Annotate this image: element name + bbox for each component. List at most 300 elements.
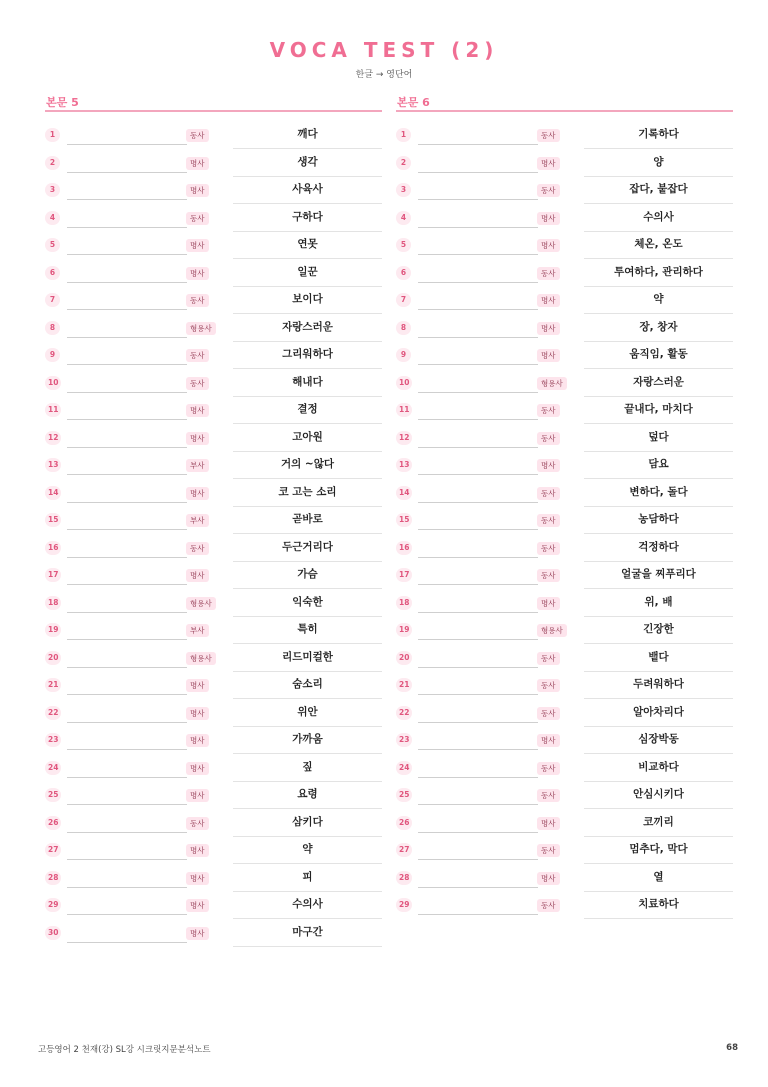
item-number-badge: 16 <box>45 541 61 555</box>
part-of-speech-tag: 명사 <box>186 432 209 445</box>
item-number-badge: 9 <box>396 348 411 362</box>
answer-blank-line <box>418 337 538 338</box>
page-title: VOCA TEST (2) <box>269 38 499 62</box>
row-divider <box>584 561 733 562</box>
part-of-speech-tag: 명사 <box>186 707 209 720</box>
item-number-badge: 24 <box>45 761 61 775</box>
answer-blank-line <box>418 447 538 448</box>
part-of-speech-tag: 동사 <box>186 212 209 225</box>
row-divider <box>584 753 733 754</box>
item-number-badge: 22 <box>396 706 412 720</box>
korean-meaning: 위, 배 <box>644 595 673 608</box>
part-of-speech-tag: 형용사 <box>186 322 216 335</box>
vocab-row <box>396 371 733 399</box>
part-of-speech-tag: 명사 <box>537 157 560 170</box>
answer-blank-line <box>67 227 187 228</box>
item-number-badge: 1 <box>396 128 411 142</box>
row-divider <box>233 946 382 947</box>
page-subtitle: 한글 → 영단어 <box>355 70 413 80</box>
vocab-row <box>45 206 382 234</box>
vocab-row <box>396 123 733 151</box>
part-of-speech-tag: 명사 <box>537 872 560 885</box>
vocab-row <box>45 756 382 784</box>
answer-blank-line <box>418 227 538 228</box>
item-number-badge: 28 <box>396 871 412 885</box>
vocab-row <box>396 426 733 454</box>
part-of-speech-tag: 형용사 <box>186 597 216 610</box>
answer-blank-line <box>418 749 538 750</box>
korean-meaning: 기록하다 <box>638 128 679 140</box>
item-number-badge: 27 <box>396 843 412 857</box>
vocab-row <box>45 371 382 399</box>
row-divider <box>233 176 382 177</box>
item-number-badge: 28 <box>45 871 61 885</box>
korean-meaning: 끝내다, 마치다 <box>624 403 693 415</box>
row-divider <box>584 863 733 864</box>
korean-meaning: 안심시키다 <box>633 788 684 800</box>
answer-blank-line <box>67 749 187 750</box>
answer-blank-line <box>67 474 187 475</box>
part-of-speech-tag: 동사 <box>537 404 560 417</box>
answer-blank-line <box>418 694 538 695</box>
vocab-row <box>45 151 382 179</box>
item-number-badge: 29 <box>45 898 61 912</box>
item-number-badge: 26 <box>396 816 412 830</box>
answer-blank-line <box>418 557 538 558</box>
item-number-badge: 19 <box>45 623 61 637</box>
part-of-speech-tag: 명사 <box>537 459 560 472</box>
row-divider <box>233 918 382 919</box>
item-number-badge: 16 <box>396 541 412 555</box>
answer-blank-line <box>67 199 187 200</box>
vocab-row <box>45 591 382 619</box>
part-of-speech-tag: 동사 <box>537 432 560 445</box>
answer-blank-line <box>418 199 538 200</box>
item-number-badge: 4 <box>396 211 411 225</box>
korean-meaning: 농담하다 <box>638 513 679 525</box>
part-of-speech-tag: 동사 <box>537 762 560 775</box>
row-divider <box>584 643 733 644</box>
section-divider <box>396 110 733 112</box>
item-number-badge: 7 <box>45 293 60 307</box>
vocab-row <box>396 646 733 674</box>
korean-meaning: 잡다, 붙잡다 <box>629 183 688 195</box>
row-divider <box>233 753 382 754</box>
item-number-badge: 17 <box>396 568 412 582</box>
answer-blank-line <box>67 282 187 283</box>
vocab-row <box>396 838 733 866</box>
korean-meaning: 코 고는 소리 <box>278 485 337 498</box>
row-divider <box>584 698 733 699</box>
part-of-speech-tag: 명사 <box>186 569 209 582</box>
answer-blank-line <box>418 144 538 145</box>
row-divider <box>584 423 733 424</box>
korean-meaning: 연못 <box>297 238 318 250</box>
korean-meaning: 두근거리다 <box>282 540 333 553</box>
part-of-speech-tag: 동사 <box>537 487 560 500</box>
korean-meaning: 위안 <box>297 705 318 718</box>
vocab-row <box>396 536 733 564</box>
row-divider <box>584 891 733 892</box>
section-title-right: 본문 6 <box>397 96 430 109</box>
korean-meaning: 자랑스러운 <box>282 320 333 333</box>
item-number-badge: 30 <box>45 926 61 940</box>
korean-meaning: 삼키다 <box>292 815 323 828</box>
part-of-speech-tag: 동사 <box>537 542 560 555</box>
row-divider <box>584 478 733 479</box>
item-number-badge: 18 <box>396 596 412 610</box>
korean-meaning: 심장박동 <box>638 733 679 745</box>
answer-blank-line <box>418 887 538 888</box>
part-of-speech-tag: 동사 <box>537 652 560 665</box>
answer-blank-line <box>67 529 187 530</box>
answer-blank-line <box>418 502 538 503</box>
item-number-badge: 13 <box>45 458 61 472</box>
item-number-badge: 21 <box>396 678 412 692</box>
vocab-row <box>396 618 733 646</box>
answer-blank-line <box>418 529 538 530</box>
korean-meaning: 덮다 <box>648 430 669 443</box>
row-divider <box>584 918 733 919</box>
item-number-badge: 17 <box>45 568 61 582</box>
korean-meaning: 피 <box>302 870 313 883</box>
vocab-row <box>45 508 382 536</box>
answer-blank-line <box>418 832 538 833</box>
item-number-badge: 15 <box>396 513 412 527</box>
item-number-badge: 9 <box>45 348 60 362</box>
korean-meaning: 수의사 <box>292 898 323 910</box>
answer-blank-line <box>67 392 187 393</box>
answer-blank-line <box>418 254 538 255</box>
korean-meaning: 양 <box>653 155 664 168</box>
answer-blank-line <box>67 859 187 860</box>
part-of-speech-tag: 형용사 <box>537 624 567 637</box>
row-divider <box>233 286 382 287</box>
item-number-badge: 20 <box>396 651 412 665</box>
korean-meaning: 그리워하다 <box>282 348 333 360</box>
item-number-badge: 2 <box>45 156 60 170</box>
item-number-badge: 6 <box>396 266 411 280</box>
vocab-row <box>396 398 733 426</box>
korean-meaning: 요령 <box>297 788 318 800</box>
vocab-row <box>45 618 382 646</box>
answer-blank-line <box>67 639 187 640</box>
answer-blank-line <box>418 309 538 310</box>
item-number-badge: 20 <box>45 651 61 665</box>
part-of-speech-tag: 명사 <box>537 212 560 225</box>
item-number-badge: 10 <box>45 376 61 390</box>
korean-meaning: 곧바로 <box>292 513 323 525</box>
korean-meaning: 거의 ~않다 <box>280 458 335 470</box>
answer-blank-line <box>418 584 538 585</box>
item-number-badge: 1 <box>45 128 60 142</box>
row-divider <box>584 176 733 177</box>
item-number-badge: 3 <box>45 183 60 197</box>
korean-meaning: 움직임, 활동 <box>629 348 688 360</box>
row-divider <box>584 203 733 204</box>
part-of-speech-tag: 동사 <box>537 679 560 692</box>
vocab-row <box>45 481 382 509</box>
vocab-row <box>45 343 382 371</box>
section-divider <box>45 110 382 112</box>
korean-meaning: 멈추다, 막다 <box>629 843 688 855</box>
korean-meaning: 약 <box>302 843 313 855</box>
answer-blank-line <box>67 419 187 420</box>
item-number-badge: 14 <box>45 486 61 500</box>
part-of-speech-tag: 명사 <box>537 817 560 830</box>
row-divider <box>584 836 733 837</box>
vocab-row <box>396 288 733 316</box>
part-of-speech-tag: 명사 <box>186 872 209 885</box>
row-divider <box>584 616 733 617</box>
part-of-speech-tag: 명사 <box>537 322 560 335</box>
vocab-row <box>396 591 733 619</box>
row-divider <box>233 533 382 534</box>
answer-blank-line <box>67 832 187 833</box>
vocab-row <box>396 508 733 536</box>
vocab-row <box>396 893 733 921</box>
row-divider <box>233 698 382 699</box>
answer-blank-line <box>67 364 187 365</box>
answer-blank-line <box>67 887 187 888</box>
part-of-speech-tag: 명사 <box>537 734 560 747</box>
part-of-speech-tag: 동사 <box>537 514 560 527</box>
answer-blank-line <box>418 722 538 723</box>
item-number-badge: 10 <box>396 376 412 390</box>
korean-meaning: 열 <box>653 870 664 883</box>
part-of-speech-tag: 명사 <box>537 597 560 610</box>
part-of-speech-tag: 동사 <box>537 184 560 197</box>
vocab-row <box>45 921 382 949</box>
answer-blank-line <box>418 282 538 283</box>
vocab-row <box>396 453 733 481</box>
part-of-speech-tag: 명사 <box>186 184 209 197</box>
part-of-speech-tag: 명사 <box>186 404 209 417</box>
vocab-row <box>45 453 382 481</box>
item-number-badge: 5 <box>45 238 60 252</box>
vocab-row <box>396 233 733 261</box>
item-number-badge: 8 <box>45 321 60 335</box>
answer-blank-line <box>67 942 187 943</box>
answer-blank-line <box>418 667 538 668</box>
item-number-badge: 23 <box>396 733 412 747</box>
answer-blank-line <box>67 804 187 805</box>
korean-meaning: 투여하다, 관리하다 <box>614 265 703 278</box>
item-number-badge: 24 <box>396 761 412 775</box>
part-of-speech-tag: 명사 <box>186 927 209 940</box>
vocab-row <box>45 728 382 756</box>
answer-blank-line <box>67 447 187 448</box>
answer-blank-line <box>67 694 187 695</box>
vocab-row <box>45 893 382 921</box>
vocab-row <box>45 811 382 839</box>
row-divider <box>233 478 382 479</box>
item-number-badge: 25 <box>396 788 412 802</box>
row-divider <box>233 616 382 617</box>
part-of-speech-tag: 명사 <box>186 679 209 692</box>
answer-blank-line <box>67 584 187 585</box>
answer-blank-line <box>418 392 538 393</box>
row-divider <box>233 726 382 727</box>
answer-blank-line <box>418 364 538 365</box>
vocab-row <box>396 481 733 509</box>
answer-blank-line <box>418 777 538 778</box>
korean-meaning: 고아원 <box>292 430 323 443</box>
korean-meaning: 특히 <box>297 623 318 635</box>
row-divider <box>233 451 382 452</box>
page-header <box>0 38 768 80</box>
row-divider <box>584 671 733 672</box>
row-divider <box>233 836 382 837</box>
vocab-row <box>45 701 382 729</box>
vocab-row <box>396 728 733 756</box>
row-divider <box>584 396 733 397</box>
item-number-badge: 3 <box>396 183 411 197</box>
part-of-speech-tag: 동사 <box>537 129 560 142</box>
korean-meaning: 수의사 <box>643 210 674 223</box>
vocab-row <box>396 783 733 811</box>
vocab-row <box>396 261 733 289</box>
vocab-row <box>396 701 733 729</box>
row-divider <box>233 313 382 314</box>
part-of-speech-tag: 동사 <box>186 294 209 307</box>
row-divider <box>233 588 382 589</box>
vocab-row <box>396 756 733 784</box>
korean-meaning: 익숙한 <box>292 595 323 608</box>
answer-blank-line <box>67 777 187 778</box>
vocab-row <box>45 838 382 866</box>
vocab-row <box>396 316 733 344</box>
item-number-badge: 11 <box>396 403 412 417</box>
korean-meaning: 리드미컬한 <box>282 650 333 663</box>
part-of-speech-tag: 명사 <box>186 762 209 775</box>
row-divider <box>233 341 382 342</box>
answer-blank-line <box>67 172 187 173</box>
vocab-row <box>45 316 382 344</box>
korean-meaning: 걱정하다 <box>638 540 679 553</box>
answer-blank-line <box>418 639 538 640</box>
row-divider <box>584 313 733 314</box>
part-of-speech-tag: 명사 <box>186 734 209 747</box>
row-divider <box>233 781 382 782</box>
row-divider <box>233 808 382 809</box>
part-of-speech-tag: 동사 <box>537 789 560 802</box>
row-divider <box>233 423 382 424</box>
korean-meaning: 보이다 <box>292 293 323 305</box>
row-divider <box>584 808 733 809</box>
answer-blank-line <box>67 309 187 310</box>
answer-blank-line <box>67 144 187 145</box>
part-of-speech-tag: 형용사 <box>537 377 567 390</box>
korean-meaning: 구하다 <box>292 210 323 223</box>
section-left <box>45 95 382 948</box>
part-of-speech-tag: 동사 <box>186 377 209 390</box>
part-of-speech-tag: 동사 <box>537 899 560 912</box>
vocab-row <box>396 866 733 894</box>
korean-meaning: 생각 <box>297 155 318 168</box>
row-divider <box>584 451 733 452</box>
row-divider <box>233 231 382 232</box>
vocab-row <box>45 646 382 674</box>
korean-meaning: 해내다 <box>292 375 323 388</box>
row-divider <box>584 231 733 232</box>
part-of-speech-tag: 동사 <box>186 129 209 142</box>
korean-meaning: 사육사 <box>292 183 323 195</box>
row-divider <box>584 148 733 149</box>
korean-meaning: 비교하다 <box>638 760 679 773</box>
section-right <box>396 95 733 921</box>
answer-blank-line <box>418 612 538 613</box>
korean-meaning: 가까움 <box>292 733 323 745</box>
part-of-speech-tag: 명사 <box>537 294 560 307</box>
korean-meaning: 약 <box>653 293 664 305</box>
row-divider <box>584 506 733 507</box>
answer-blank-line <box>67 254 187 255</box>
vocab-row <box>45 563 382 591</box>
item-number-badge: 2 <box>396 156 411 170</box>
part-of-speech-tag: 명사 <box>186 844 209 857</box>
part-of-speech-tag: 명사 <box>186 487 209 500</box>
korean-meaning: 치료하다 <box>638 898 679 910</box>
answer-blank-line <box>67 722 187 723</box>
vocab-row <box>396 811 733 839</box>
part-of-speech-tag: 명사 <box>186 789 209 802</box>
korean-meaning: 알아차리다 <box>633 705 684 718</box>
item-number-badge: 26 <box>45 816 61 830</box>
korean-meaning: 마구간 <box>292 925 323 938</box>
item-number-badge: 8 <box>396 321 411 335</box>
row-divider <box>233 258 382 259</box>
item-number-badge: 25 <box>45 788 61 802</box>
korean-meaning: 가슴 <box>297 568 318 580</box>
vocab-row <box>45 673 382 701</box>
answer-blank-line <box>418 914 538 915</box>
korean-meaning: 변하다, 돌다 <box>629 485 688 498</box>
item-number-badge: 27 <box>45 843 61 857</box>
vocab-row <box>45 536 382 564</box>
korean-meaning: 숨소리 <box>292 678 323 690</box>
korean-meaning: 긴장한 <box>643 623 674 635</box>
part-of-speech-tag: 동사 <box>537 569 560 582</box>
korean-meaning: 짚 <box>302 760 313 773</box>
row-divider <box>233 148 382 149</box>
answer-blank-line <box>418 804 538 805</box>
part-of-speech-tag: 부사 <box>186 459 209 472</box>
row-divider <box>584 368 733 369</box>
vocab-row <box>45 398 382 426</box>
item-number-badge: 6 <box>45 266 60 280</box>
footer-book-title: 고등영어 2 천재(강) SL강 시크릿지문분석노트 <box>38 1045 211 1055</box>
vocab-row <box>45 261 382 289</box>
korean-meaning: 코끼리 <box>643 815 674 828</box>
korean-meaning: 결정 <box>297 403 318 415</box>
part-of-speech-tag: 동사 <box>186 542 209 555</box>
row-divider <box>233 863 382 864</box>
part-of-speech-tag: 명사 <box>537 239 560 252</box>
vocab-row <box>396 563 733 591</box>
page-number: 68 <box>726 1043 738 1053</box>
row-divider <box>584 781 733 782</box>
item-number-badge: 15 <box>45 513 61 527</box>
part-of-speech-tag: 동사 <box>537 267 560 280</box>
vocab-row <box>45 783 382 811</box>
answer-blank-line <box>418 859 538 860</box>
item-number-badge: 14 <box>396 486 412 500</box>
row-divider <box>233 891 382 892</box>
row-divider <box>233 671 382 672</box>
item-number-badge: 29 <box>396 898 412 912</box>
part-of-speech-tag: 명사 <box>186 157 209 170</box>
